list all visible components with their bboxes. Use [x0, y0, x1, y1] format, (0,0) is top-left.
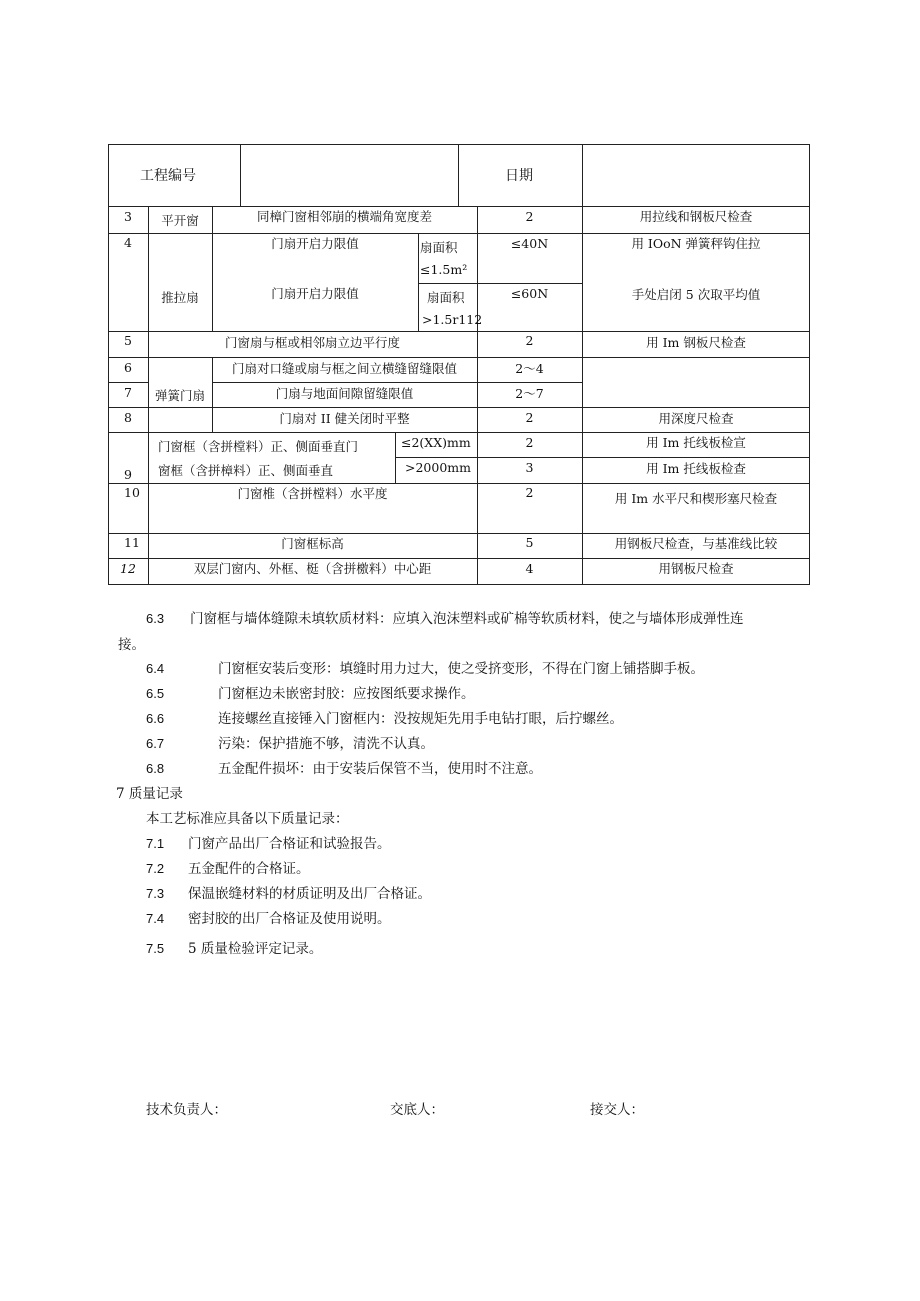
record-text: 密封胶的出厂合格证及使用说明。 [188, 911, 391, 927]
item-text: 同樟门窗相邻崩的横端角宽度差 [256, 209, 432, 224]
item-text: 门窗扇与框或相邻扇立边平行度 [224, 335, 400, 350]
project-no-value[interactable] [250, 168, 450, 186]
tech-lead-signature[interactable]: 技术负责人： [146, 1102, 227, 1118]
row-no: 5 [124, 333, 132, 348]
row-line [108, 357, 810, 358]
item-text: 窗框（含拼樟料）正、侧面垂直 [158, 463, 334, 478]
item-text: 门扇开启力限值 [271, 286, 359, 301]
method-text: 手处启闭 5 次取平均值 [631, 287, 761, 302]
note-text: 门窗框与墙体缝隙未填软质材料：应填入泡沫塑料或矿棉等软质材料，使之与墙体形成弹性连 [190, 611, 744, 627]
method-text: 用钢板尺检查 [658, 561, 734, 576]
date-label: 日期 [505, 168, 533, 184]
header-divider [240, 144, 241, 207]
header-divider [582, 144, 583, 207]
col-line [582, 207, 583, 585]
note-number: 6.5 [146, 686, 165, 701]
note-number: 6.4 [146, 661, 165, 676]
receiver-signature[interactable]: 接交人： [590, 1102, 644, 1118]
note-number: 6.3 [146, 611, 165, 626]
row-line [108, 382, 148, 383]
method-text: 用 Im 钢板尺检查 [646, 335, 746, 350]
row-no: 11 [124, 535, 140, 550]
tolerance-value: ≤60N [510, 286, 549, 301]
col-line [418, 233, 419, 331]
tolerance-value: 4 [525, 561, 534, 576]
note-number: 6.7 [146, 736, 165, 751]
item-text: 门扇开启力限值 [271, 236, 359, 251]
item-text: 门窗框标高 [281, 536, 344, 551]
col-line [395, 432, 396, 483]
note-text-cont: 接。 [118, 637, 145, 653]
method-text: 用 IOoN 弹簧秤钩住拉 [631, 236, 761, 251]
row-line [212, 382, 582, 383]
condition-text: ≤1.5m² [420, 262, 468, 277]
record-text: 门窗产品出厂合格证和试验报告。 [188, 836, 391, 852]
note-text: 连接螺丝直接锤入门窗框内：没按规矩先用手电钻打眼，后拧螺丝。 [218, 711, 623, 727]
record-number: 7.1 [146, 836, 165, 851]
row-line [108, 533, 810, 534]
tolerance-value: ≤40N [510, 236, 549, 251]
record-number: 7.2 [146, 861, 165, 876]
condition-text: ≤2(XX)mm [401, 435, 471, 450]
row-no: 10 [124, 485, 140, 500]
record-number: 7.3 [146, 886, 165, 901]
row-no: 8 [124, 410, 132, 425]
method-text: 用 Im 水平尺和楔形塞尺检查 [614, 491, 778, 506]
row-no: 9 [124, 467, 132, 482]
category-label: 弹簧门扇 [154, 388, 205, 403]
tolerance-value: 2 [525, 333, 534, 348]
section-intro: 本工艺标准应具备以下质量记录： [146, 811, 349, 827]
record-text: 保温嵌缝材料的材质证明及出厂合格证。 [188, 886, 431, 902]
record-text: 5 质量检验评定记录。 [188, 941, 323, 957]
header-divider [458, 144, 459, 207]
method-text: 用钢板尺检查，与基准线比较 [614, 536, 778, 551]
record-number: 7.4 [146, 911, 165, 926]
category-label: 推拉扇 [161, 290, 199, 305]
note-text: 门窗框安装后变形：填缝时用力过大，使之受挤变形，不得在门窗上铺搭脚手板。 [218, 661, 704, 677]
section-heading: 7 质量记录 [116, 786, 183, 802]
method-text: 用拉线和钢板尺检查 [639, 209, 753, 224]
note-text: 门窗框边未嵌密封胶：应按图纸要求操作。 [218, 686, 475, 702]
record-number: 7.5 [146, 941, 165, 956]
row-line [108, 331, 810, 332]
row-line [108, 407, 810, 408]
condition-text: >1.5r112 [422, 312, 483, 327]
category-label: 平开窗 [161, 213, 199, 228]
item-text: 门扇与地面间隙留缝限值 [275, 386, 414, 401]
tolerance-value: 2 [525, 485, 534, 500]
condition-text: 扇面积 [420, 240, 458, 255]
tolerance-value: 2 [525, 410, 534, 425]
row-line [418, 283, 582, 284]
condition-text: 扇面积 [427, 290, 465, 305]
note-number: 6.6 [146, 711, 165, 726]
row-no: 6 [124, 360, 132, 375]
tolerance-value: 2～7 [515, 386, 544, 401]
tolerance-value: 2～4 [515, 361, 544, 376]
tolerance-value: 3 [525, 460, 534, 475]
row-no: 3 [124, 209, 132, 224]
note-text: 污染：保护措施不够，清洗不认真。 [218, 736, 434, 752]
item-text: 门窗椎（含拼樘料）水平度 [237, 486, 388, 501]
note-number: 6.8 [146, 761, 165, 776]
item-text: 门扇对口缝或扇与框之间立横缝留缝限值 [231, 361, 457, 376]
tolerance-value: 2 [525, 435, 534, 450]
condition-text: >2000mm [405, 460, 471, 475]
row-line [108, 558, 810, 559]
item-text: 双层门窗内、外框、梃（含拼檄料）中心距 [193, 561, 432, 576]
row-line [108, 483, 810, 484]
row-no: 7 [124, 385, 132, 400]
item-text: 门窗框（含拼樘料）正、侧面垂直门 [158, 439, 359, 454]
tolerance-value: 5 [525, 535, 534, 550]
row-no: 12 [120, 561, 136, 576]
row-line [395, 457, 810, 458]
project-no-label: 工程编号 [140, 168, 196, 184]
item-text: 门扇对 II 健关闭时平整 [279, 411, 410, 426]
date-value[interactable] [592, 168, 792, 186]
handover-signature[interactable]: 交底人： [390, 1102, 444, 1118]
row-no: 4 [124, 235, 132, 250]
tolerance-value: 2 [525, 209, 534, 224]
note-text: 五金配件损坏：由于安装后保管不当，使用时不注意。 [218, 761, 542, 777]
record-text: 五金配件的合格证。 [188, 861, 310, 877]
row-line [108, 233, 810, 234]
row-line [108, 432, 810, 433]
method-text: 用深度尺检查 [658, 411, 734, 426]
method-text: 用 Im 托线板检宣 [646, 435, 746, 450]
method-text: 用 Im 托线板检查 [646, 461, 746, 476]
